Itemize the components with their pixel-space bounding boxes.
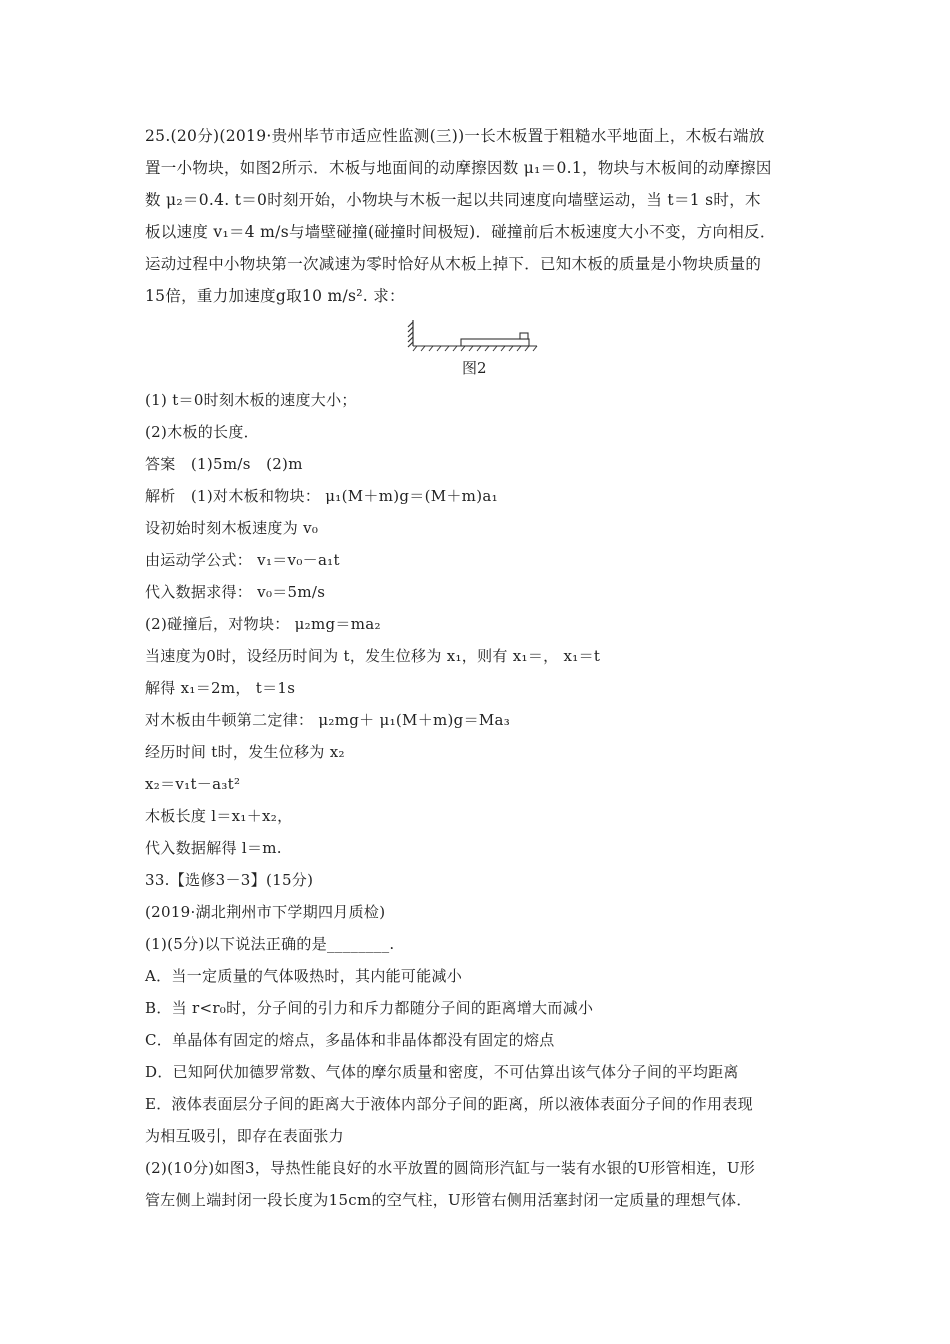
problem25-line-1: 25.(20分)(2019·贵州毕节市适应性监测(三))一长木板置于粗糙水平地面上，木板右端放: [145, 127, 765, 145]
option-e: E．液体表面层分子间的距离大于液体内部分子间的距离，所以液体表面分子间的作用表现: [145, 1095, 753, 1113]
problem25-line-6: 15倍，重力加速度g取10 m/s². 求：: [145, 287, 405, 305]
option-c: C．单晶体有固定的熔点，多晶体和非晶体都没有固定的熔点: [145, 1031, 555, 1049]
solution-line: x₂＝v₁t－a₃t²: [145, 775, 241, 793]
solution-line: 经历时间 t时，发生位移为 x₂: [145, 743, 345, 761]
solution-line: (1) t＝0时刻木板的速度大小；: [145, 391, 357, 409]
ground: [413, 346, 537, 351]
solution-line: 木板长度 l＝x₁＋x₂，: [145, 807, 293, 825]
solution-line: 由运动学公式： v₁＝v₀－a₁t: [145, 551, 340, 569]
option-d: D．已知阿伏加德罗常数、气体的摩尔质量和密度，不可估算出该气体分子间的平均距离: [145, 1063, 739, 1081]
solution-line: 设初始时刻木板速度为 v₀: [145, 519, 319, 537]
problem33-header: 33.【选修3－3】(15分): [145, 871, 314, 889]
block: [520, 333, 528, 339]
problem25-line-2: 置一小物块，如图2所示．木板与地面间的动摩擦因数 μ₁＝0.1，物块与木板间的动摩擦因: [145, 159, 772, 177]
solution-line: 解得 x₁＝2m， t＝1s: [145, 679, 296, 697]
option-e-continued: 为相互吸引，即存在表面张力: [145, 1127, 344, 1145]
answer-line: 答案 (1)5m/s (2)m: [145, 455, 303, 473]
solution-line: 当速度为0时，设经历时间为 t，发生位移为 x₁，则有 x₁＝， x₁＝t: [145, 647, 601, 665]
option-b: B．当 r<r₀时，分子间的引力和斥力都随分子间的距离增大而减小: [145, 999, 594, 1017]
option-a: A．当一定质量的气体吸热时，其内能可能减小: [145, 967, 463, 985]
solution-line: (2)木板的长度．: [145, 423, 259, 441]
board: [461, 339, 529, 346]
figure-2-wall-board-block: [405, 318, 540, 354]
problem33-source: (2019·湖北荆州市下学期四月质检): [145, 903, 386, 921]
problem33-question-1: (1)(5分)以下说法正确的是________.: [145, 935, 395, 953]
wall: [408, 320, 413, 347]
solution-line: 代入数据求得： v₀＝5m/s: [145, 583, 326, 601]
problem33-question-2-continued: 管左侧上端封闭一段长度为15cm的空气柱，U形管右侧用活塞封闭一定质量的理想气体．: [145, 1191, 752, 1209]
solution-line: 代入数据解得 l＝m.: [145, 839, 282, 857]
problem25-line-5: 运动过程中小物块第一次减速为零时恰好从木板上掉下．已知木板的质量是小物块质量的: [145, 255, 762, 273]
solution-line: 对木板由牛顿第二定律： μ₂mg＋ μ₁(M＋m)g＝Ma₃: [145, 711, 511, 729]
solution-line: (2)碰撞后，对物块： μ₂mg＝ma₂: [145, 615, 381, 633]
problem25-line-4: 板以速度 v₁＝4 m/s与墙壁碰撞(碰撞时间极短)．碰撞前后木板速度大小不变，方向相反．: [145, 223, 776, 241]
problem25-line-3: 数 μ₂＝0.4. t＝0时刻开始，小物块与木板一起以共同速度向墙壁运动，当 t＝1 s时，木: [145, 191, 761, 209]
problem33-question-2: (2)(10分)如图3，导热性能良好的水平放置的圆筒形汽缸与一装有水银的U形管相连，U形: [145, 1159, 756, 1177]
analysis-line: 解析 (1)对木板和物块： μ₁(M＋m)g＝(M＋m)a₁: [145, 487, 498, 505]
figure-caption: 图2: [462, 359, 487, 377]
